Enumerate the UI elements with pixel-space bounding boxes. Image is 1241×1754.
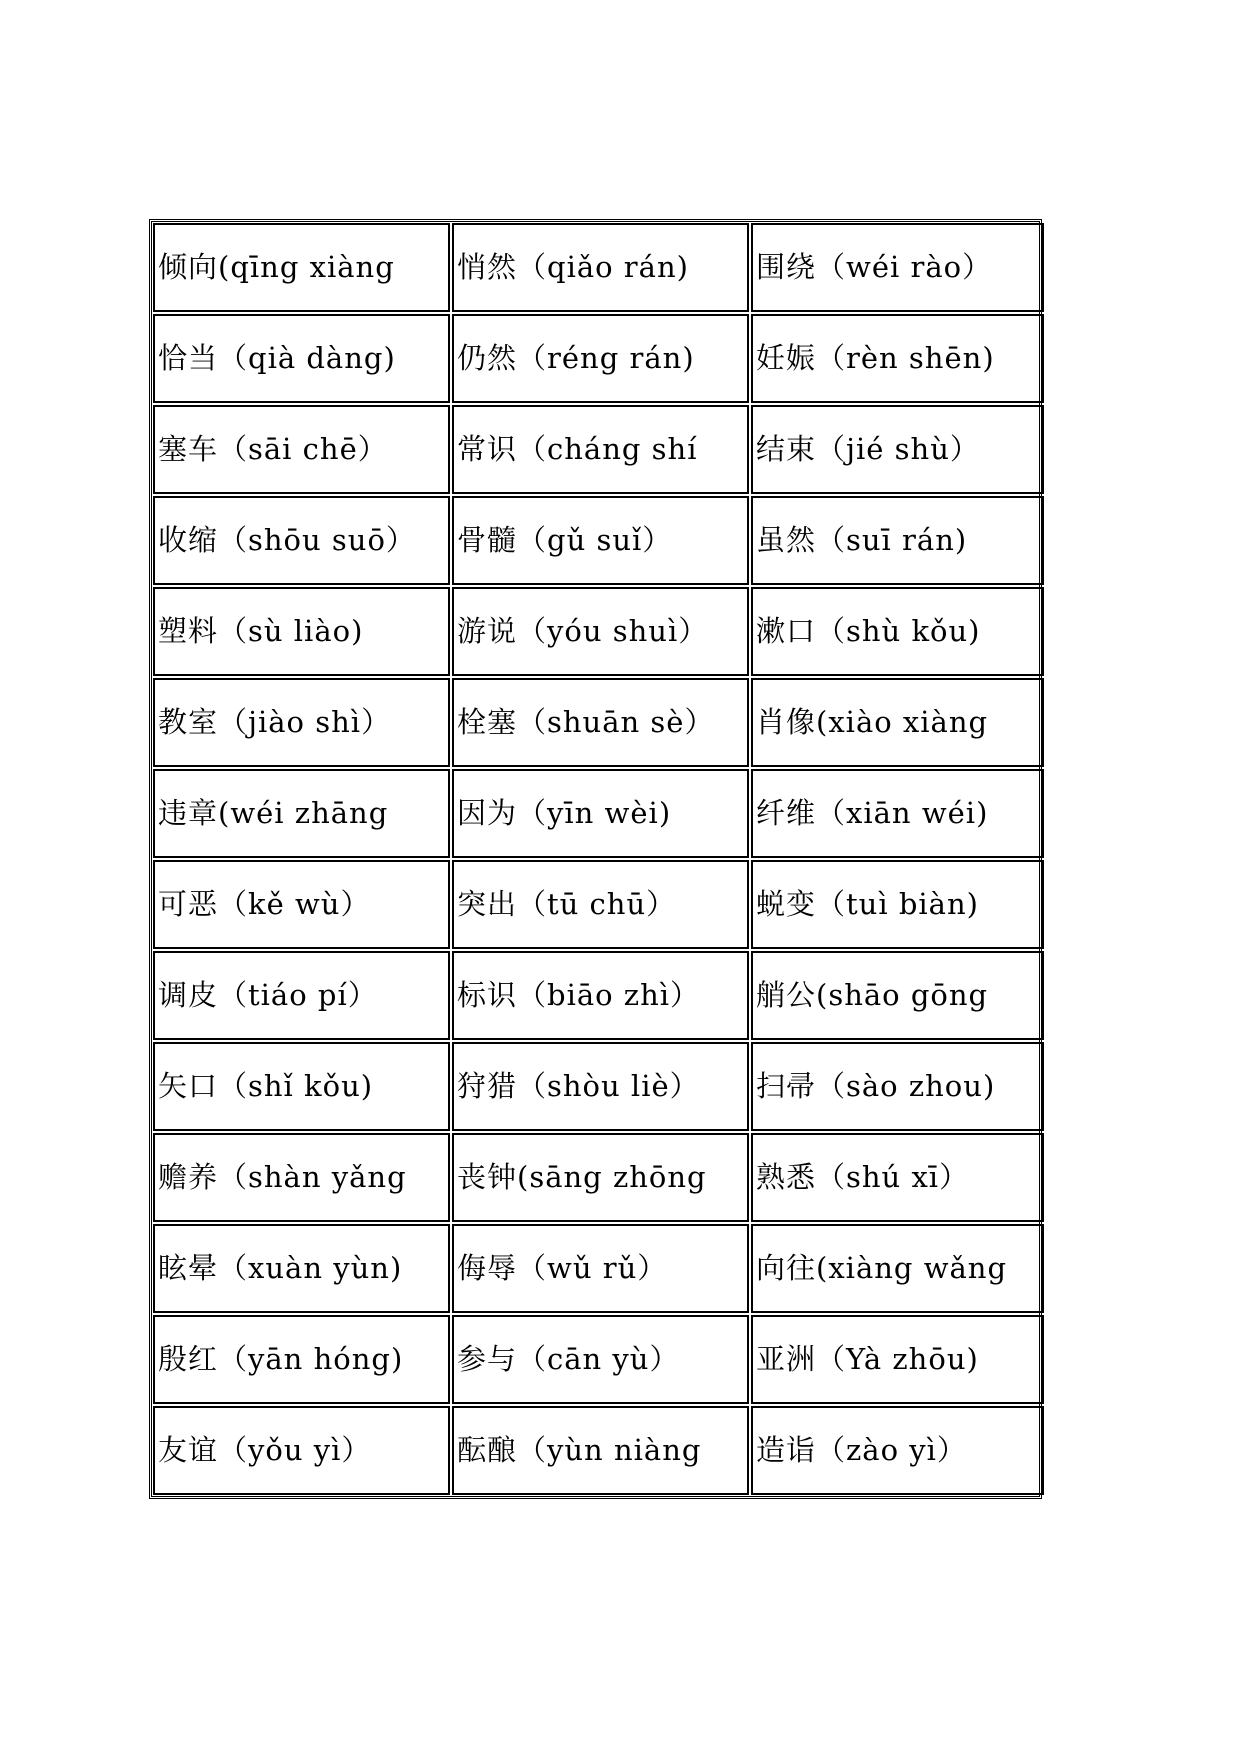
vocab-cell: 悄然（qiǎo rán) — [452, 223, 749, 312]
vocab-cell: 向往(xiàng wǎng — [751, 1224, 1044, 1313]
vocab-cell: 亚洲（Yà zhōu) — [751, 1315, 1044, 1404]
vocab-cell: 骨髓（gǔ suǐ） — [452, 496, 749, 585]
vocab-cell: 违章(wéi zhāng — [153, 769, 450, 858]
vocab-cell: 纤维（xiān wéi) — [751, 769, 1044, 858]
vocab-cell: 塑料（sù liào) — [153, 587, 450, 676]
vocab-cell: 倾向(qīng xiàng — [153, 223, 450, 312]
vocab-cell: 调皮（tiáo pí） — [153, 951, 450, 1040]
vocab-cell: 游说（yóu shuì） — [452, 587, 749, 676]
vocab-cell: 侮辱（wǔ rǔ） — [452, 1224, 749, 1313]
vocab-cell: 矢口（shǐ kǒu) — [153, 1042, 450, 1131]
vocab-cell: 狩猎（shòu liè） — [452, 1042, 749, 1131]
vocab-cell: 造诣（zào yì） — [751, 1406, 1044, 1495]
vocabulary-grid — [153, 223, 1038, 1495]
vocab-cell: 结束（jié shù） — [751, 405, 1044, 494]
vocab-cell: 突出（tū chū） — [452, 860, 749, 949]
vocab-cell: 可恶（kě wù） — [153, 860, 450, 949]
vocab-cell: 塞车（sāi chē） — [153, 405, 450, 494]
vocab-cell: 恰当（qià dàng) — [153, 314, 450, 403]
vocab-cell: 标识（biāo zhì） — [452, 951, 749, 1040]
vocab-cell: 扫帚（sào zhou) — [751, 1042, 1044, 1131]
vocab-cell: 肖像(xiào xiàng — [751, 678, 1044, 767]
vocab-cell: 妊娠（rèn shēn) — [751, 314, 1044, 403]
vocab-cell: 艄公(shāo gōng — [751, 951, 1044, 1040]
vocab-cell: 丧钟(sāng zhōng — [452, 1133, 749, 1222]
vocab-cell: 参与（cān yù） — [452, 1315, 749, 1404]
vocab-cell: 收缩（shōu suō） — [153, 496, 450, 585]
vocab-cell: 栓塞（shuān sè） — [452, 678, 749, 767]
vocab-cell: 围绕（wéi rào） — [751, 223, 1044, 312]
vocab-cell: 因为（yīn wèi) — [452, 769, 749, 858]
vocab-cell: 蜕变（tuì biàn) — [751, 860, 1044, 949]
vocab-cell: 殷红（yān hóng) — [153, 1315, 450, 1404]
vocab-cell: 教室（jiào shì） — [153, 678, 450, 767]
vocab-cell: 熟悉（shú xī） — [751, 1133, 1044, 1222]
vocab-cell: 赡养（shàn yǎng — [153, 1133, 450, 1222]
vocab-cell: 眩晕（xuàn yùn) — [153, 1224, 450, 1313]
vocabulary-table — [149, 219, 1042, 1499]
vocab-cell: 酝酿（yùn niàng — [452, 1406, 749, 1495]
vocab-cell: 友谊（yǒu yì） — [153, 1406, 450, 1495]
vocab-cell: 漱口（shù kǒu) — [751, 587, 1044, 676]
vocab-cell: 虽然（suī rán) — [751, 496, 1044, 585]
vocab-cell: 常识（cháng shí — [452, 405, 749, 494]
vocab-cell: 仍然（réng rán) — [452, 314, 749, 403]
